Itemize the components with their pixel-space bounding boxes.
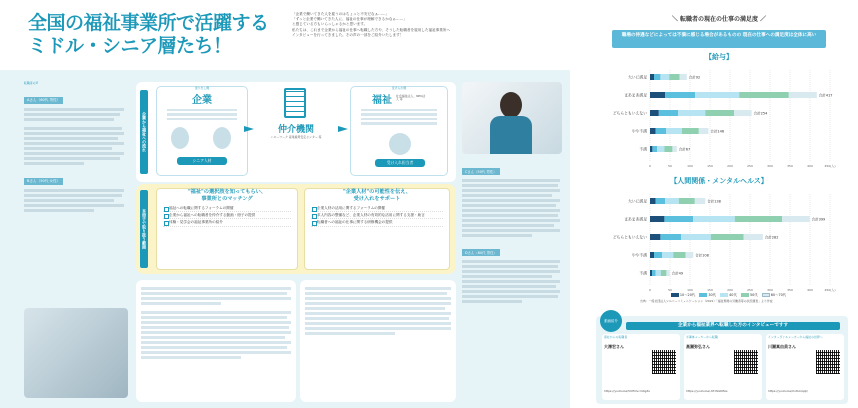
photo-worker — [462, 82, 562, 154]
x-tick-label: 100 — [687, 164, 693, 168]
bar-segment — [660, 234, 681, 240]
bar-segment — [666, 270, 669, 276]
bar-segment — [669, 74, 679, 80]
bar-segment — [678, 110, 705, 116]
welfare-tag: 受け入れ側 — [391, 86, 407, 90]
category-label: 大いに満足 — [628, 74, 647, 80]
x-tick-label: 0 — [649, 288, 651, 292]
total-label: 合計417 — [818, 93, 833, 98]
bar-segment — [659, 110, 678, 116]
bar-segment — [661, 270, 667, 276]
interview-box-1 — [136, 280, 296, 402]
bar-segment — [652, 270, 656, 276]
left-testimonials — [24, 82, 132, 402]
photo-caregiver — [24, 308, 128, 398]
person-icon — [171, 127, 189, 149]
video-url[interactable]: https://youtu.be/-KT-WGtMAs — [686, 389, 728, 393]
arrow-icon — [244, 126, 254, 132]
welfare-sub: 社会福祉法人、NPO法人 等 — [396, 93, 426, 102]
x-tick-label: 100 — [687, 288, 693, 292]
testimonial-tag: 転職者の声 — [24, 81, 39, 85]
testimonial-name: Bさん（50代 女性） — [24, 178, 63, 185]
video-name: 大澤宏さん — [604, 343, 624, 349]
bar-segment — [744, 234, 763, 240]
total-label: 合計67 — [678, 147, 691, 152]
bar-segment — [699, 128, 709, 134]
total-label: 合計254 — [753, 111, 768, 116]
video-name: 川瀬真由美さん — [768, 343, 796, 349]
arrow-icon — [338, 126, 348, 132]
agency-title: 仲介機関 — [277, 125, 314, 135]
x-tick-label: 400 — [807, 164, 813, 168]
category-label: どちらともいえない — [612, 110, 647, 116]
legend-label: 50代 — [749, 293, 758, 297]
bar-segment — [664, 216, 693, 222]
intro-line: 私たちは、これまで企業から福祉の仕事へ転職した方や、そうした転職者を雇用した福祉事業所へ — [292, 27, 451, 32]
chart-legend — [612, 292, 842, 297]
chart-title-2: 【人間関係・メンタルヘルス】 — [670, 177, 768, 185]
testimonial-name: Cさん（50代 男性） — [462, 168, 500, 175]
bar-segment — [656, 270, 661, 276]
flow-side-label: 企業から福祉への流れ — [140, 90, 148, 174]
welfare-title: 福祉 — [372, 94, 392, 106]
x-tick-label: 250 — [747, 288, 753, 292]
video-url[interactable]: https://youtu.be/5UHOvcm0gZs — [604, 389, 650, 393]
legend-label: 30代 — [708, 293, 717, 297]
bar-segment — [650, 270, 652, 276]
page-title — [28, 12, 288, 58]
satisfaction-charts — [588, 60, 850, 300]
bar-segment — [693, 216, 735, 222]
x-tick-label: 0 — [649, 164, 651, 168]
bar-segment — [666, 128, 682, 134]
scope-box — [136, 184, 456, 274]
total-label: 合計138 — [707, 199, 721, 204]
support-card-right — [304, 188, 450, 270]
support-item: 企業から福祉への転職者を仲介する動画・冊子の提供 — [163, 212, 291, 219]
video-title: 商社からの転職者 — [604, 335, 628, 339]
bar-segment — [650, 146, 652, 152]
x-tick-label: 300 — [767, 288, 773, 292]
video-title: 半導体メーカーから転職 — [686, 335, 718, 339]
legend-label: 10〜20代 — [679, 293, 696, 297]
bar-segment — [734, 110, 752, 116]
support-right-title: "企業人材"の可能性を伝え、 — [343, 189, 411, 195]
category-label: まあまあ満足 — [624, 216, 647, 222]
chart-title-1: 【給与】 — [705, 53, 733, 61]
bar-segment — [650, 216, 664, 222]
bar-segment — [739, 92, 789, 98]
support-item: 転職者への福祉の仕事に関する研修機会の提供 — [311, 219, 443, 226]
qr-code-icon[interactable] — [816, 350, 840, 374]
bar-segment — [664, 146, 672, 152]
bar-segment — [656, 128, 666, 134]
video-title: インターヴァルメーカーから福祉の世界へ — [768, 335, 823, 339]
bar-segment — [652, 146, 657, 152]
bar-segment — [672, 146, 676, 152]
video-banner: 企業から福祉業界へ転職した方のインタビューですす — [626, 322, 840, 330]
x-tick-label: 150 — [707, 288, 713, 292]
x-tick-label: 50 — [668, 288, 672, 292]
bar-segment — [654, 74, 660, 80]
video-section — [596, 316, 848, 404]
intro-line: 「ずっと企業で働いてきた人に、福祉の仕事が理解できるかなぁ……」 — [292, 17, 407, 22]
chart-heading-text: 転職者の現在の仕事の満足度 — [679, 16, 758, 23]
interview-box-2 — [300, 280, 456, 402]
support-card-left — [156, 188, 298, 270]
support-left-title: "福祉"の選択肢を知ってもらい、 — [187, 189, 267, 195]
bar-segment — [650, 234, 660, 240]
title-line-2: ミドル・シニア層たち！ — [28, 35, 232, 57]
category-label: 大いに満足 — [628, 198, 647, 204]
company-pill: シニア人材 — [177, 157, 227, 165]
bar-segment — [673, 252, 685, 258]
chart-heading: ＼ 転職者の現在の仕事の満足度 ／ — [671, 16, 767, 23]
x-tick-label: 250 — [747, 164, 753, 168]
category-label: まあまあ満足 — [624, 92, 647, 98]
bar-segment — [650, 252, 654, 258]
person-icon — [389, 133, 411, 155]
flow-diagram — [136, 82, 456, 182]
support-item: 企業人材の活用に関するフォーラムの開催 — [311, 205, 443, 212]
bar-segment — [711, 234, 744, 240]
x-tick-label: 400 — [807, 288, 813, 292]
category-label: やや不満 — [631, 128, 647, 134]
support-item: 福祉への転職に関するフォーラムの開催 — [163, 205, 291, 212]
x-tick-label: 200 — [727, 288, 733, 292]
bar-segment — [679, 198, 695, 204]
bar-segment — [681, 234, 711, 240]
welfare-pill: 受け入れ担当者 — [375, 159, 425, 167]
person-icon — [213, 127, 231, 149]
category-label: 不満 — [639, 270, 647, 276]
chart-banner: 職場の待遇などによっては不満に感じる場合があるものの 現在の仕事への満足度は全体に高い — [612, 30, 826, 48]
testimonial-name: Dさん（60代 男性） — [462, 249, 500, 256]
intro-text — [292, 12, 562, 38]
company-node — [156, 86, 248, 176]
x-tick-label: 200 — [727, 164, 733, 168]
bar-segment — [686, 252, 694, 258]
legend-label: 60〜70代 — [770, 293, 787, 297]
bar-segment — [660, 74, 669, 80]
x-tick-label: 450(人) — [824, 164, 836, 168]
total-label: 合計92 — [688, 75, 701, 80]
bar-segment — [650, 110, 659, 116]
bar-segment — [789, 92, 817, 98]
support-right-title: 受け入れをサポート — [353, 196, 401, 202]
bar-segment — [782, 216, 810, 222]
x-tick-label: 300 — [767, 164, 773, 168]
intro-line: インタビューを行ってきました。その声の一部をご紹介いたします！ — [292, 32, 404, 37]
bar-segment — [695, 198, 705, 204]
chart-source: 出典：一般社団法人シルバーコミュニケーション（2021）「福祉現場の労働者等の状況調査」より作成 — [640, 299, 773, 303]
building-icon — [284, 88, 306, 118]
testimonial-name: Aさん（60代 男性） — [24, 97, 63, 104]
x-tick-label: 350 — [787, 164, 793, 168]
bar-segment — [665, 198, 679, 204]
bar-segment — [662, 252, 673, 258]
video-card[interactable] — [602, 334, 680, 400]
video-card[interactable] — [684, 334, 762, 400]
video-badge: 動画紹介 — [600, 310, 622, 332]
category-label: やや不満 — [631, 252, 647, 258]
total-label: 合計146 — [710, 129, 725, 134]
bar-segment — [650, 92, 665, 98]
welfare-node — [350, 86, 448, 176]
qr-code-icon[interactable] — [652, 350, 676, 374]
agency-desc: ハローワーク 産業雇用安定センター 等 — [270, 135, 322, 139]
bar-segment — [650, 198, 656, 204]
x-tick-label: 150 — [707, 164, 713, 168]
support-left-title: 事業所とのマッチング — [201, 196, 253, 202]
company-tag: 送り出し側 — [194, 86, 210, 90]
title-line-1: 全国の福祉事業所で活躍する — [28, 12, 269, 34]
bar-segment — [705, 110, 734, 116]
bar-segment — [650, 128, 656, 134]
legend-label: 40代 — [729, 293, 737, 297]
total-label: 合計399 — [811, 217, 826, 222]
qr-code-icon[interactable] — [734, 350, 758, 374]
support-item: 求人内容の整備など、企業人材の有効的な活用に関する支援・助言 — [311, 212, 443, 219]
company-title: 企業 — [192, 94, 212, 106]
bar-segment — [654, 252, 662, 258]
bar-segment — [657, 146, 664, 152]
category-label: どちらともいえない — [612, 234, 647, 240]
x-tick-label: 50 — [668, 164, 672, 168]
intro-line: と感じている方もいらっしゃるかと思います。 — [292, 22, 368, 27]
total-label: 合計49 — [671, 271, 684, 276]
video-card[interactable] — [766, 334, 844, 400]
x-tick-label: 450(人) — [824, 288, 836, 292]
support-item: 体験・見学会の福祉事業所の紹介 — [163, 219, 291, 226]
bar-segment — [650, 74, 654, 80]
intro-line: 「企業で働いてきた人を雇うのはちょっと不安だなぁ……」 — [292, 12, 390, 16]
bar-segment — [656, 198, 666, 204]
bar-segment — [682, 128, 699, 134]
bar-segment — [695, 92, 739, 98]
video-url[interactable]: https://youtu.be/Ux8uUqqQ — [768, 389, 808, 393]
bar-segment — [680, 74, 687, 80]
bar-segment — [665, 92, 695, 98]
total-label: 合計108 — [695, 253, 709, 258]
bar-segment — [735, 216, 782, 222]
x-tick-label: 350 — [787, 288, 793, 292]
total-label: 合計282 — [764, 235, 779, 240]
video-name: 高瀬弥弘さん — [686, 343, 710, 349]
right-testimonials — [462, 158, 562, 402]
agency-node — [256, 88, 336, 174]
scope-label: 本冊子で取り扱う範囲 — [140, 190, 148, 268]
category-label: 不満 — [639, 146, 647, 152]
